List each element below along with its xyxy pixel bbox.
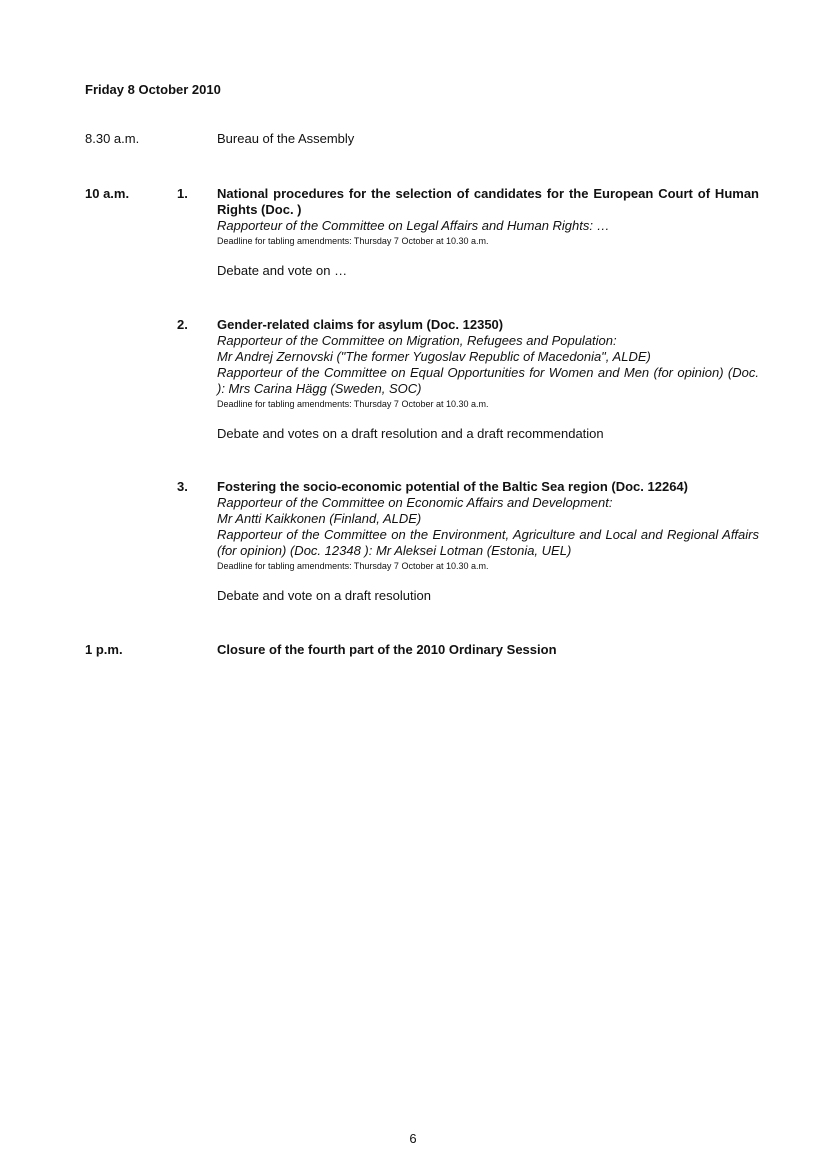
day-heading: Friday 8 October 2010 (85, 82, 221, 97)
session-time: 10 a.m. (85, 186, 130, 201)
item-2-rapporteur-2: Mr Andrej Zernovski ("The former Yugoslav Republic of Macedonia", ALDE) (217, 349, 651, 364)
item-3-debate: Debate and vote on a draft resolution (217, 588, 431, 603)
item-1-number: 1. (177, 186, 188, 201)
item-3-rapporteur-1: Rapporteur of the Committee on Economic Affairs and Development: (217, 495, 613, 510)
item-2-title: Gender-related claims for asylum (Doc. 12350) (217, 317, 504, 332)
item-3-number: 3. (177, 479, 188, 494)
item-2-rapporteur-1: Rapporteur of the Committee on Migration, Refugees and Population: (217, 333, 617, 348)
item-3-deadline: Deadline for tabling amendments: Thursday 7 October at 10.30 a.m. (217, 561, 489, 571)
item-1-rapporteur: Rapporteur of the Committee on Legal Affairs and Human Rights: … (217, 218, 610, 233)
closure-text: Closure of the fourth part of the 2010 Ordinary Session (217, 642, 557, 657)
item-2-deadline: Deadline for tabling amendments: Thursday 7 October at 10.30 a.m. (217, 399, 489, 409)
page-number: 6 (409, 1131, 417, 1146)
item-3-title: Fostering the socio-economic potential of the Baltic Sea region (Doc. 12264) (217, 479, 688, 494)
item-3-rapporteur-3: Rapporteur of the Committee on the Environment, Agriculture and Local and Regional Affairs (for opinion) (Doc. 12348 ): Mr Aleksei Lotman (Estonia, UEL) (217, 527, 759, 558)
agenda-item-2 (217, 317, 759, 410)
item-1-title: National procedures for the selection of candidates for the European Court of Human Rights (Doc. ) (217, 186, 759, 217)
item-1-debate: Debate and vote on … (217, 263, 348, 278)
item-3-rapporteur-2: Mr Antti Kaikkonen (Finland, ALDE) (217, 511, 422, 526)
agenda-item-3 (217, 479, 759, 572)
agenda-item-1 (217, 186, 759, 247)
item-1-deadline: Deadline for tabling amendments: Thursday 7 October at 10.30 a.m. (217, 236, 489, 246)
bureau-time: 8.30 a.m. (85, 131, 140, 146)
item-2-debate: Debate and votes on a draft resolution and a draft recommendation (217, 426, 604, 441)
closure-time: 1 p.m. (85, 642, 123, 657)
item-2-rapporteur-3: Rapporteur of the Committee on Equal Opportunities for Women and Men (for opinion) (Doc. ): Mrs Carina Hägg (Sweden, SOC) (217, 365, 759, 396)
item-2-number: 2. (177, 317, 188, 332)
bureau-text: Bureau of the Assembly (217, 131, 355, 146)
